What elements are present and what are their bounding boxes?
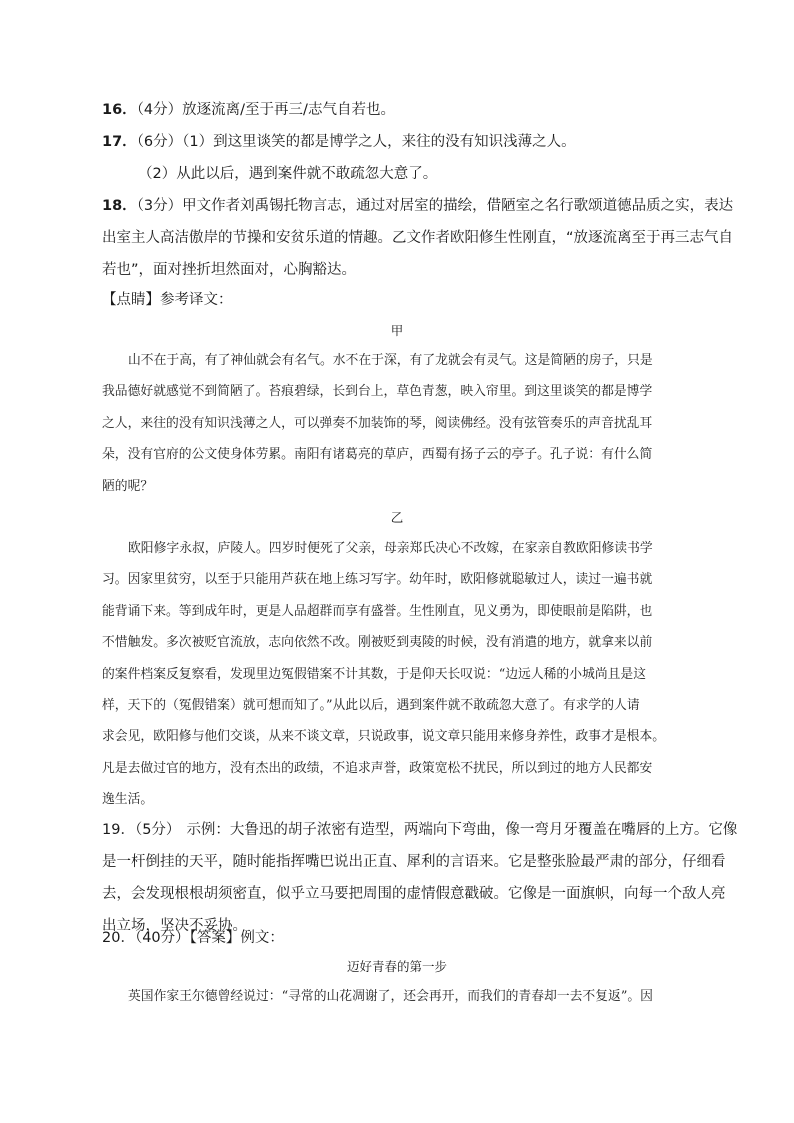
question-score: （40分） — [134, 930, 190, 946]
essay-line: 英国作家王尔德曾经说过：“寻常的山花凋谢了，还会再开，而我们的青春却一去不复返”。因 — [128, 989, 653, 1004]
section-heading-jia: 甲 — [390, 323, 404, 338]
translation-line: 山不在于高，有了神仙就会有名气。水不在于深，有了龙就会有灵气。这是简陋的房子，只是 — [128, 353, 653, 368]
question-number: 17． — [102, 134, 137, 150]
answer-line: 出室主人高洁傲岸的节操和安贫乐道的情趣。乙文作者欧阳修生性刚直，“放逐流离至于再三志气自 — [102, 230, 734, 246]
translation-line: 我品德好就感觉不到简陋了。苔痕碧绿，长到台上，草色青葱，映入帘里。到这里谈笑的都是博学 — [102, 384, 653, 400]
translation-line: 习。因家里贫穷，以至于只能用芦荻在地上练习写字。幼年时，欧阳修就聪敏过人，读过一遍书就 — [102, 572, 653, 588]
answer-line: 去，会发现根根胡须密直，似乎立马要把周围的虚情假意戳破。它像是一面旗帜，向每一个敌人亮 — [102, 886, 726, 902]
question-score: （3分） — [136, 198, 183, 214]
tip-heading — [102, 290, 233, 310]
essay-body — [102, 981, 677, 1012]
answer-18 — [102, 190, 734, 286]
translation-line: 陋的呢？ — [102, 478, 154, 494]
translation-line: 之人，来往的没有知识浅薄之人，可以弹奏不加装饰的琴，阅读佛经。没有弦管奏乐的声音扰乱耳 — [102, 415, 653, 431]
translation-yi — [102, 533, 677, 816]
answer-label: 【答案】 — [189, 930, 241, 946]
translation-line: 欧阳修字永叔，庐陵人。四岁时便死了父亲，母亲郑氏决心不改嫁，在家亲自教欧阳修读书学 — [128, 541, 653, 556]
question-number: 19． — [102, 822, 135, 838]
translation-line: 不惜触发。多次被贬官流放，志向依然不改。刚被贬到夷陵的时候，没有消遣的地方，就拿来以前 — [102, 635, 653, 651]
translation-line: 凡是去做过官的地方，没有杰出的政绩，不追求声誉，政策宽松不扰民，所以到过的地方人民都安 — [102, 760, 653, 776]
answer-line: 若也”，面对挫折坦然面对，心胸豁达。 — [102, 262, 357, 278]
question-score: （5分） — [134, 822, 181, 838]
question-score: （6分） — [136, 134, 183, 150]
section-heading-yi: 乙 — [390, 510, 404, 525]
translation-line: 逸生活。 — [102, 792, 154, 808]
translation-line: 样，天下的（冤假错案）就可想而知了。”从此以后，遇到案件就不敢疏忽大意了。有求学的人请 — [102, 698, 640, 714]
translation-line: 的案件档案反复察看，发现里边冤假错案不计其数，于是仰天长叹说：“边远人稀的小城尚且是这 — [102, 666, 647, 682]
translation-line: 求会见，欧阳修与他们交谈，从来不谈文章，只说政事，说文章只能用来修身养性，政事才是根本。 — [102, 729, 666, 745]
answer-17 — [102, 132, 576, 152]
answer-17-part-2: （2）从此以后，遇到案件就不敢疏忽大意了。 — [138, 166, 438, 182]
tip-label: 【点睛】 — [102, 292, 160, 308]
question-number: 18． — [102, 198, 137, 214]
tip-text: 参考译文： — [160, 292, 233, 308]
answer-line: 是一杆倒挂的天平，随时能指挥嘴巴说出正直、犀利的言语来。它是整张脸最严肃的部分，仔细看 — [102, 854, 726, 870]
answer-19 — [102, 814, 738, 942]
question-number: 20． — [102, 930, 135, 946]
answer-line: 示例：大鲁迅的胡子浓密有造型，两端向下弯曲，像一弯月牙覆盖在嘴唇的上方。它像 — [186, 822, 738, 838]
translation-line: 朵，没有官府的公文使身体劳累。南阳有诸葛亮的草庐，西蜀有扬子云的亭子。孔子说：有什么简 — [102, 447, 653, 463]
answer-text: 例文： — [240, 930, 284, 946]
essay-title: 迈好青春的第一步 — [346, 959, 447, 974]
answer-text: （1）到这里谈笑的都是博学之人，来往的没有知识浅薄之人。 — [182, 134, 576, 150]
translation-jia — [102, 345, 677, 502]
answer-16 — [102, 100, 395, 120]
answer-line: 出立场，坚决不妥协。 — [102, 918, 247, 934]
question-number: 16． — [102, 102, 137, 118]
answer-20 — [102, 928, 284, 948]
translation-line: 能背诵下来。等到成年时，更是人品超群而享有盛誉。生性刚直，见义勇为，即使眼前是陷阱，也 — [102, 603, 653, 619]
question-score: （4分） — [136, 102, 183, 118]
answer-line: 甲文作者刘禹锡托物言志，通过对居室的描绘，借陋室之名行歌颂道德品质之实，表达 — [182, 198, 734, 214]
answer-text: 放逐流离/至于再三/志气自若也。 — [182, 102, 395, 118]
